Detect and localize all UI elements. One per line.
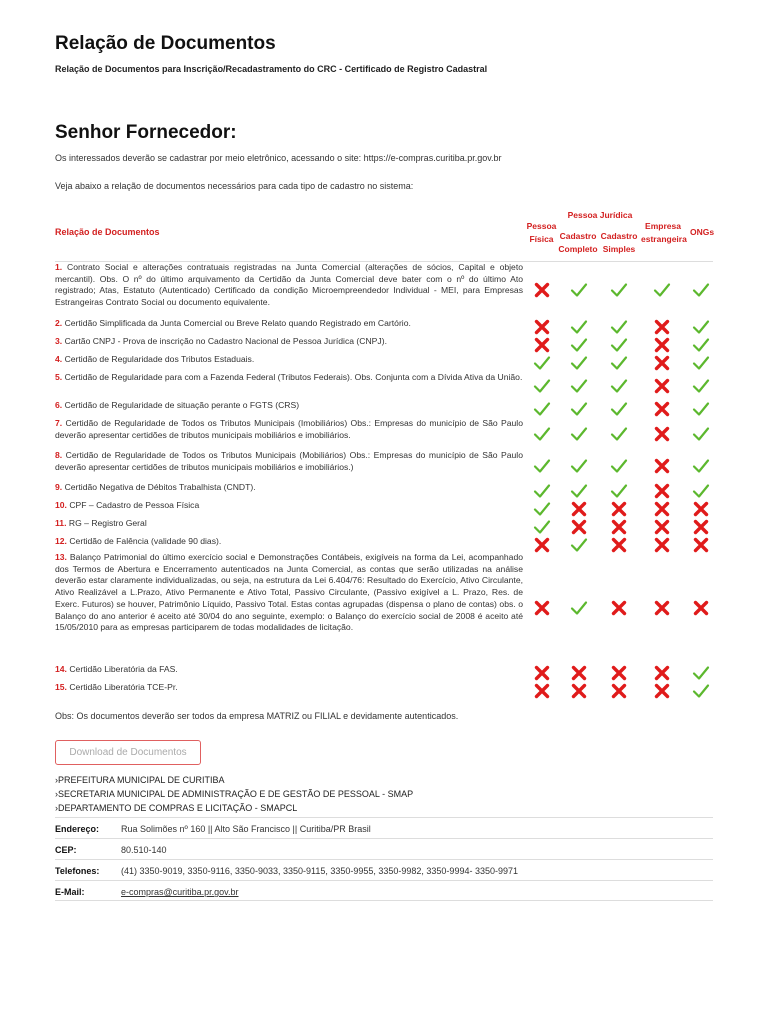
header-empresa-estrangeira: Empresa estrangeira [641, 221, 687, 244]
document-text: Certidão Simplificada da Junta Comercial ou Breve Relato quando Registrado em Cartório. [64, 318, 411, 328]
check-icon [653, 281, 671, 299]
intro-text: Os interessados deverão se cadastrar por meio eletrônico, acessando o site: https://e-compras.curitiba.pr.gov.br [55, 153, 502, 163]
check-icon [692, 457, 710, 475]
org-link-smapcl[interactable]: ›DEPARTAMENTO DE COMPRAS E LICITAÇÃO - SMAPCL [55, 803, 298, 813]
obs-note: Obs: Os documentos deverão ser todos da empresa MATRIZ ou FILIAL e devidamente autenticados. [55, 711, 459, 721]
cross-icon [610, 518, 628, 536]
document-number: 8. [55, 450, 66, 460]
table-row [55, 664, 713, 680]
check-icon [570, 318, 588, 336]
cross-icon [653, 400, 671, 418]
cross-icon [610, 500, 628, 518]
check-icon [692, 281, 710, 299]
document-number: 13. [55, 552, 70, 562]
phones-value: (41) 3350-9019, 3350-9116, 3350-9033, 3350-9115, 3350-9955, 3350-9982, 3350-9994- 3350-9971 [121, 866, 518, 876]
document-number: 12. [55, 536, 70, 546]
cep-value: 80.510-140 [121, 845, 167, 855]
document-description [55, 664, 523, 676]
document-number: 5. [55, 372, 65, 382]
document-number: 1. [55, 262, 67, 272]
table-row [55, 482, 713, 498]
cross-icon [653, 682, 671, 700]
document-text: Contrato Social e alterações contratuais registradas na Junta Comercial (alterações de sócios, Capital e objeto mercantil). Obs. O nº do último arquivamento da Certidão da Junta Comercial deve bater com o nº do último Ato registrado; Atas, Estatuto (Autenticado) Certificado da condição Microempreendedor Individual - MEI, para Empresas Estrangeiras Contrato Social ou documento equivalente. [55, 262, 523, 308]
table-header [55, 206, 713, 262]
document-description [55, 682, 523, 694]
document-text: Certidão Liberatória da FAS. [69, 664, 178, 674]
check-icon [610, 482, 628, 500]
download-documents-button[interactable]: Download de Documentos [55, 740, 201, 765]
cross-icon [570, 682, 588, 700]
check-icon [610, 377, 628, 395]
check-icon [570, 400, 588, 418]
document-number: 9. [55, 482, 65, 492]
check-icon [533, 425, 551, 443]
document-text: Certidão de Regularidade de situação perante o FGTS (CRS) [64, 400, 300, 410]
check-icon [692, 482, 710, 500]
document-text: Cartão CNPJ - Prova de inscrição no Cadastro Nacional de Pessoa Jurídica (CNPJ). [64, 336, 387, 346]
header-pessoa-fisica: Pessoa Física [526, 221, 557, 244]
document-text: Certidão Liberatória TCE-Pr. [69, 682, 178, 692]
check-icon [610, 400, 628, 418]
cross-icon [692, 500, 710, 518]
document-description [55, 482, 523, 494]
check-icon [692, 664, 710, 682]
cross-icon [533, 599, 551, 617]
address-label: Endereço: [55, 824, 100, 834]
table-row [55, 518, 713, 534]
cross-icon [570, 500, 588, 518]
header-documents: Relação de Documentos [55, 227, 160, 237]
check-icon [692, 400, 710, 418]
check-icon [533, 500, 551, 518]
cross-icon [692, 599, 710, 617]
document-number: 15. [55, 682, 70, 692]
document-number: 10. [55, 500, 70, 510]
page-title: Relação de Documentos [55, 33, 276, 54]
check-icon [533, 354, 551, 372]
document-description [55, 450, 523, 473]
document-description [55, 354, 523, 366]
check-icon [533, 482, 551, 500]
check-icon [610, 318, 628, 336]
cross-icon [533, 682, 551, 700]
check-icon [692, 336, 710, 354]
table-row [55, 336, 713, 352]
cross-icon [653, 599, 671, 617]
cross-icon [653, 318, 671, 336]
cross-icon [533, 281, 551, 299]
document-text: Certidão de Regularidade para com a Fazenda Federal (Tributos Federais). Obs. Conjunta com a Dívida Ativa da União. [64, 372, 523, 382]
org-link-prefeitura[interactable]: ›PREFEITURA MUNICIPAL DE CURITIBA [55, 775, 225, 785]
cross-icon [653, 457, 671, 475]
cross-icon [610, 682, 628, 700]
check-icon [570, 425, 588, 443]
document-text: CPF – Cadastro de Pessoa Física [69, 500, 200, 510]
table-row [55, 318, 713, 334]
address-value: Rua Solimões nº 160 || Alto São Francisco || Curitiba/PR Brasil [121, 824, 371, 834]
contact-row-cep [55, 838, 713, 859]
document-number: 14. [55, 664, 70, 674]
table-row [55, 418, 713, 448]
check-icon [610, 425, 628, 443]
contact-row-phones [55, 859, 713, 880]
document-number: 6. [55, 400, 65, 410]
document-number: 7. [55, 418, 66, 428]
cross-icon [610, 599, 628, 617]
cross-icon [692, 518, 710, 536]
check-icon [533, 400, 551, 418]
cross-icon [653, 482, 671, 500]
check-icon [692, 377, 710, 395]
table-row [55, 450, 713, 480]
org-link-smap[interactable]: ›SECRETARIA MUNICIPAL DE ADMINISTRAÇÃO E DE GESTÃO DE PESSOAL - SMAP [55, 789, 414, 799]
check-icon [533, 457, 551, 475]
table-row [55, 400, 713, 416]
table-row [55, 682, 713, 698]
check-icon [533, 377, 551, 395]
cross-icon [653, 354, 671, 372]
check-icon [610, 354, 628, 372]
check-icon [570, 457, 588, 475]
header-cadastro-completo: Cadastro Completo [558, 231, 598, 254]
phones-label: Telefones: [55, 866, 100, 876]
document-description [55, 336, 523, 348]
contact-row-address [55, 817, 713, 838]
email-label: E-Mail: [55, 887, 85, 897]
document-description [55, 372, 523, 384]
page-subtitle: Relação de Documentos para Inscrição/Recadastramento do CRC - Certificado de Registro Cadastral [55, 64, 488, 74]
document-text: RG – Registro Geral [68, 518, 147, 528]
check-icon [570, 336, 588, 354]
document-text: Certidão de Regularidade dos Tributos Estaduais. [64, 354, 255, 364]
document-number: 2. [55, 318, 65, 328]
cross-icon [610, 664, 628, 682]
table-row [55, 262, 713, 316]
cross-icon [653, 377, 671, 395]
document-number: 11. [55, 518, 69, 528]
email-link[interactable]: e-compras@curitiba.pr.gov.br [121, 887, 239, 897]
check-icon [610, 457, 628, 475]
check-icon [692, 425, 710, 443]
check-icon [570, 599, 588, 617]
intro-text-2: Veja abaixo a relação de documentos necessários para cada tipo de cadastro no sistema: [55, 181, 414, 191]
cep-label: CEP: [55, 845, 77, 855]
check-icon [692, 318, 710, 336]
header-ongs: ONGs [689, 227, 715, 237]
document-description [55, 262, 523, 309]
contact-row-email [55, 880, 713, 901]
cross-icon [653, 518, 671, 536]
table-row [55, 536, 713, 552]
document-description [55, 518, 523, 530]
cross-icon [653, 500, 671, 518]
document-description [55, 552, 523, 634]
document-number: 4. [55, 354, 65, 364]
greeting-heading: Senhor Fornecedor: [55, 122, 237, 143]
cross-icon [570, 664, 588, 682]
check-icon [570, 377, 588, 395]
table-row [55, 354, 713, 370]
check-icon [570, 354, 588, 372]
table-row [55, 372, 713, 398]
cross-icon [653, 664, 671, 682]
document-text: Certidão de Regularidade de Todos os Tributos Municipais (Mobiliários) Obs.: Empresas do município de São Paulo deverão apresentar certidões de tributos municipais mobiliários e imobiliários.) [55, 450, 523, 472]
document-description [55, 418, 523, 441]
document-description [55, 400, 523, 412]
header-pessoa-juridica: Pessoa Jurídica [567, 210, 633, 220]
document-text: Certidão de Falência (validade 90 dias). [69, 536, 222, 546]
cross-icon [533, 664, 551, 682]
document-description [55, 500, 523, 512]
document-number: 3. [55, 336, 65, 346]
cross-icon [570, 518, 588, 536]
check-icon [692, 354, 710, 372]
document-text: Balanço Patrimonial do último exercício social e Demonstrações Contábeis, exigíveis na forma da Lei, acompanhado dos Termos de Abertura e Encerramento autenticados na Junta Comercial, as contas que serão utilizadas na análise deverão estar claramente individualizadas, ou seja, na estrutura da Lei 6.404/76: Resultado do Exercício, Ativo Circulante, Ativo Realizável a L.Prazo, Ativo Permanente e Ativo Total, Passivo Circulante, (Passivo exigível a L. Prazo, Res. de Exerc. Futuros) se houver, Patrimônio Líquido, Passivo Total. Estas contas agrupadas (dispensa o plano de contas) obs. o Balanço do ano anterior é aceito até 30/04 do ano seguinte, exemplo: o Balanço do exercício social de 2008 é aceito até 15/05/2010 para as empresas participarem de todas modalidades de licitação. [55, 552, 523, 633]
cross-icon [533, 318, 551, 336]
check-icon [570, 281, 588, 299]
check-icon [570, 482, 588, 500]
table-row [55, 500, 713, 516]
document-description [55, 536, 523, 548]
check-icon [533, 518, 551, 536]
document-text: Certidão de Regularidade de Todos os Tributos Municipais (Imobiliários) Obs.: Empresas do município de São Paulo deverão apresentar certidões de tributos municipais mobiliários e imobiliários. [55, 418, 523, 440]
cross-icon [653, 336, 671, 354]
check-icon [692, 682, 710, 700]
check-icon [610, 281, 628, 299]
cross-icon [653, 425, 671, 443]
table-row [55, 552, 713, 662]
check-icon [610, 336, 628, 354]
header-cadastro-simples: Cadastro Simples [600, 231, 638, 254]
document-text: Certidão Negativa de Débitos Trabalhista (CNDT). [64, 482, 256, 492]
document-description [55, 318, 523, 330]
cross-icon [533, 336, 551, 354]
